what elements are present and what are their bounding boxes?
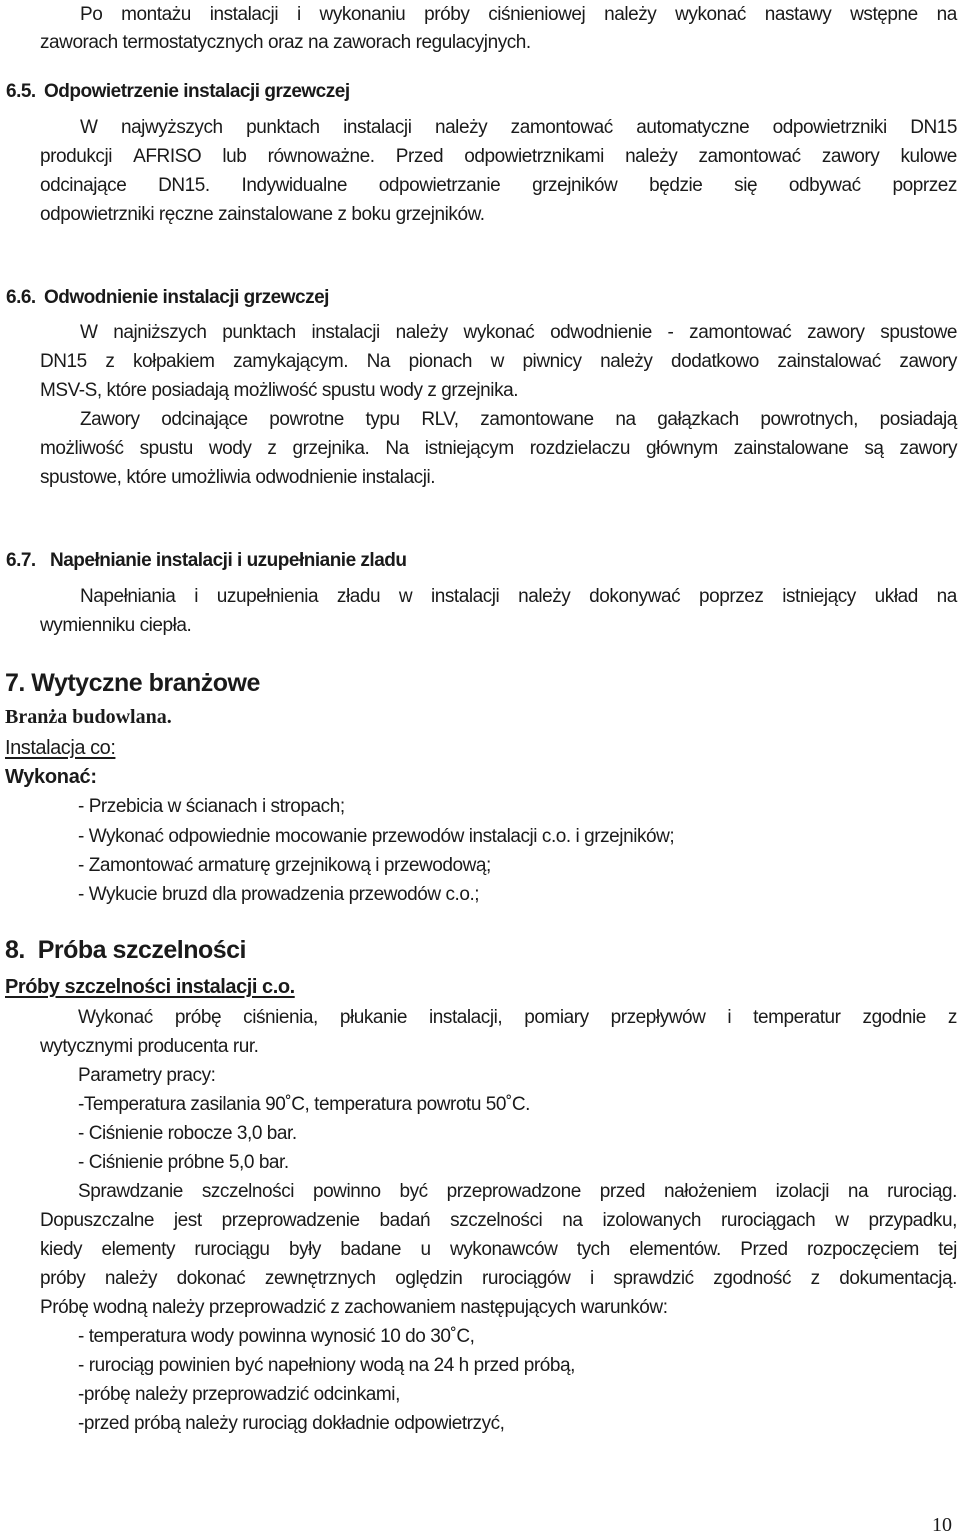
word: grzejnika. — [292, 438, 370, 459]
paragraph-line: wymienniku ciepła. — [40, 615, 192, 636]
word: odpowietrznikami — [464, 146, 604, 167]
word: zawory — [807, 322, 865, 343]
word: Zawory — [80, 409, 140, 430]
word: nałożeniem — [663, 1181, 757, 1202]
word: szczelności — [450, 1210, 543, 1231]
word: AFRISO — [133, 146, 202, 167]
paragraph-line: spustowe, które umożliwia odwodnienie instalacji. — [40, 467, 436, 488]
paragraph-line — [80, 117, 957, 139]
word: instalacji — [209, 4, 279, 25]
word: spustu — [139, 438, 193, 459]
word: należy — [604, 4, 657, 25]
section-title: Napełnianie instalacji i uzupełnianie zladu — [50, 550, 407, 571]
word: i — [194, 586, 198, 607]
word: zamykającym. — [233, 351, 349, 372]
word: zamontować — [510, 117, 613, 138]
intro-line — [80, 4, 957, 26]
word: z — [105, 351, 115, 372]
word: zawory — [899, 438, 957, 459]
section-number: 6.6. — [6, 287, 36, 308]
paragraph-line — [40, 146, 957, 168]
word: izolacji — [775, 1181, 829, 1202]
word: i — [589, 1268, 594, 1289]
word: gałązkach — [657, 409, 739, 430]
section-number: 6.7. — [6, 550, 36, 571]
word: zawory — [821, 146, 880, 167]
section-number: 6.5. — [6, 81, 36, 102]
word: i — [296, 4, 301, 25]
word: badań — [379, 1210, 431, 1231]
word: z — [267, 438, 277, 459]
word: dodatkowo — [670, 351, 759, 372]
word: najwyższych — [120, 117, 223, 138]
word: automatyczne — [636, 117, 750, 138]
word: nastawy — [764, 4, 832, 25]
condition-item: - temperatura wody powinna wynosić 10 do 30˚C, — [78, 1326, 475, 1347]
word: należy — [395, 322, 448, 343]
word: ciśnienia, — [243, 1007, 318, 1028]
word: możliwość — [40, 438, 124, 459]
installation-label: Instalacja co: — [5, 737, 116, 759]
condition-item: -próbę należy przeprowadzić odcinkami, — [78, 1384, 400, 1405]
list-item: - Zamontować armaturę grzejnikową i przewodową; — [78, 855, 491, 876]
word: zainstalować — [777, 351, 881, 372]
subsection-title: Próby szczelności instalacji c.o. — [5, 976, 295, 998]
word: poprzez — [892, 175, 957, 196]
word: Sprawdzanie — [78, 1181, 183, 1202]
word: W — [80, 322, 98, 343]
word: wykonawców — [449, 1239, 558, 1260]
word: badane — [340, 1239, 402, 1260]
word: odcinające — [40, 175, 127, 196]
word: być — [399, 1181, 428, 1202]
word: odcinające — [161, 409, 248, 430]
word: zawory — [899, 351, 957, 372]
word: grzejników — [532, 175, 618, 196]
word: elementów. — [629, 1239, 721, 1260]
word: instalacji — [430, 586, 500, 607]
params-title: Parametry pracy: — [78, 1065, 216, 1086]
word: dokonać — [176, 1268, 246, 1289]
word: zładu — [336, 586, 381, 607]
word: DN15. — [158, 175, 210, 196]
word: wykonaniu — [319, 4, 406, 25]
param-item: - Ciśnienie robocze 3,0 bar. — [78, 1123, 297, 1144]
word: na — [562, 1210, 583, 1231]
condition-item: - rurociąg powinien być napełniony wodą na 24 h przed próbą, — [78, 1355, 575, 1376]
word: rurociągach — [720, 1210, 816, 1231]
word: tej — [938, 1239, 957, 1260]
word: kiedy — [40, 1239, 83, 1260]
list-item: - Wykonać odpowiednie mocowanie przewodów instalacji c.o. i grzejników; — [78, 826, 675, 847]
section-title: Odwodnienie instalacji grzewczej — [44, 287, 329, 308]
word: wody — [208, 438, 252, 459]
word: kulowe — [900, 146, 957, 167]
word: elementy — [101, 1239, 175, 1260]
word: temperatur — [753, 1007, 841, 1028]
word: należy — [434, 117, 488, 138]
word: DN15 — [40, 351, 87, 372]
word: instalacji — [311, 322, 380, 343]
word: najniższych — [113, 322, 207, 343]
paragraph-line — [80, 322, 957, 344]
word: przepływów — [610, 1007, 706, 1028]
word: w — [835, 1210, 849, 1231]
word: na — [847, 1181, 869, 1202]
chapter-heading: 7. Wytyczne branżowe — [5, 669, 260, 697]
word: powrotnych, — [760, 409, 858, 430]
paragraph-line — [78, 1181, 957, 1203]
word: montażu — [121, 4, 191, 25]
word: Na — [385, 438, 409, 459]
word: należy — [518, 586, 571, 607]
word: wykonać — [463, 322, 535, 343]
word: dokonywać — [589, 586, 681, 607]
paragraph-line — [40, 351, 957, 373]
word: poprzez — [698, 586, 764, 607]
word: wykonać — [675, 4, 746, 25]
word: Indywidualne — [241, 175, 348, 196]
word: rurociągów — [481, 1268, 571, 1289]
paragraph-line: MSV-S, które posiadają możliwość spustu wody z grzejnika. — [40, 380, 519, 401]
word: istniejący — [782, 586, 856, 607]
word: w — [398, 586, 413, 607]
word: się — [734, 175, 758, 196]
word: oględzin — [395, 1268, 463, 1289]
word: będzie — [649, 175, 703, 196]
paragraph-line: odpowietrzniki ręczne zainstalowane z boku grzejników. — [40, 204, 485, 225]
paragraph-line — [80, 409, 957, 431]
word: Przed — [395, 146, 444, 167]
page-number: 10 — [932, 1514, 952, 1536]
word: rozpoczęciem — [807, 1239, 919, 1260]
word: punktach — [222, 322, 296, 343]
word: zgodność — [713, 1268, 792, 1289]
word: Wykonać — [78, 1007, 153, 1028]
word: spustowe — [880, 322, 957, 343]
word: odpowietrzniki — [772, 117, 887, 138]
paragraph-line — [40, 1268, 957, 1290]
paragraph-line — [40, 1239, 957, 1261]
word: przeprowadzenie — [221, 1210, 360, 1231]
word: powinno — [312, 1181, 381, 1202]
word: rozdzielaczu — [529, 438, 630, 459]
paragraph-line — [40, 438, 957, 460]
param-item: - Ciśnienie próbne 5,0 bar. — [78, 1152, 289, 1173]
word: należy — [104, 1268, 158, 1289]
word: zamontowane — [480, 409, 594, 430]
word: są — [864, 438, 884, 459]
word: ciśnieniowej — [488, 4, 586, 25]
word: głównym — [645, 438, 718, 459]
word: na — [615, 409, 636, 430]
word: rurociągu — [194, 1239, 270, 1260]
word: przeprowadzone — [446, 1181, 581, 1202]
word: na — [936, 586, 957, 607]
word: układ — [874, 586, 918, 607]
word: produkcji — [40, 146, 112, 167]
word: równoważne. — [267, 146, 375, 167]
branch-label: Branża budowlana. — [5, 706, 172, 728]
word: Przed — [740, 1239, 788, 1260]
word: płukanie — [339, 1007, 408, 1028]
word: wstępne — [850, 4, 918, 25]
condition-item: -przed próbą należy rurociąg dokładnie odpowietrzyć, — [78, 1413, 505, 1434]
word: rurociąg. — [887, 1181, 957, 1202]
word: przed — [599, 1181, 646, 1202]
word: były — [288, 1239, 321, 1260]
word: należy — [600, 351, 653, 372]
word: szczelności — [201, 1181, 295, 1202]
word: jest — [173, 1210, 202, 1231]
param-item: -Temperatura zasilania 90˚C, temperatura powrotu 50˚C. — [78, 1094, 530, 1115]
word: uzupełnienia — [216, 586, 319, 607]
word: punktach — [246, 117, 320, 138]
word: instalacji — [343, 117, 412, 138]
word: odwodnienie — [550, 322, 652, 343]
word: typu — [365, 409, 400, 430]
word: izolowanych — [602, 1210, 701, 1231]
word: próby — [40, 1268, 86, 1289]
paragraph-line: wytycznymi producenta rur. — [40, 1036, 259, 1057]
word: powrotne — [269, 409, 344, 430]
word: u — [420, 1239, 431, 1260]
word: należy — [625, 146, 678, 167]
word: przypadku, — [868, 1210, 957, 1231]
word: na — [936, 4, 957, 25]
word: tych — [576, 1239, 610, 1260]
paragraph-line — [78, 1007, 957, 1029]
list-item: - Wykucie bruzd dla prowadzenia przewodów c.o.; — [78, 884, 480, 905]
section-title: Odpowietrzenie instalacji grzewczej — [44, 81, 350, 102]
word: próby — [424, 4, 470, 25]
list-item: - Przebicia w ścianach i stropach; — [78, 796, 345, 817]
intro-line: zaworach termostatycznych oraz na zaworach regulacyjnych. — [40, 32, 531, 53]
word: zgodnie — [862, 1007, 926, 1028]
paragraph-line — [40, 1210, 957, 1232]
paragraph-line — [40, 175, 957, 197]
word: próbę — [174, 1007, 222, 1028]
word: kołpakiem — [133, 351, 215, 372]
word: sprawdzić — [613, 1268, 694, 1289]
word: odbywać — [788, 175, 861, 196]
word: zamontować — [689, 322, 792, 343]
word: zamontować — [698, 146, 801, 167]
todo-label: Wykonać: — [5, 766, 97, 788]
word: posiadają — [879, 409, 957, 430]
word: lub — [222, 146, 247, 167]
word: z — [810, 1268, 820, 1289]
paragraph-line — [80, 586, 957, 608]
word: zewnętrznych — [264, 1268, 376, 1289]
word: Po — [80, 4, 103, 25]
word: pionach — [408, 351, 472, 372]
word: w — [490, 351, 504, 372]
word: - — [667, 322, 674, 343]
word: odpowietrzanie — [378, 175, 501, 196]
word: Na — [366, 351, 391, 372]
paragraph-line: Próbę wodną należy przeprowadzić z zachowaniem następujących warunków: — [40, 1297, 668, 1318]
word: Napełniania — [80, 586, 176, 607]
chapter-heading: 8. Próba szczelności — [5, 936, 246, 964]
word: z — [947, 1007, 957, 1028]
word: i — [727, 1007, 732, 1028]
word: W — [80, 117, 98, 138]
word: piwnicy — [522, 351, 582, 372]
word: zainstalowane — [733, 438, 849, 459]
word: Dopuszczalne — [40, 1210, 154, 1231]
word: pomiary — [524, 1007, 589, 1028]
word: dokumentacją. — [839, 1268, 957, 1289]
word: instalacji, — [429, 1007, 503, 1028]
word: istniejącym — [424, 438, 514, 459]
word: DN15 — [910, 117, 957, 138]
word: RLV, — [421, 409, 459, 430]
